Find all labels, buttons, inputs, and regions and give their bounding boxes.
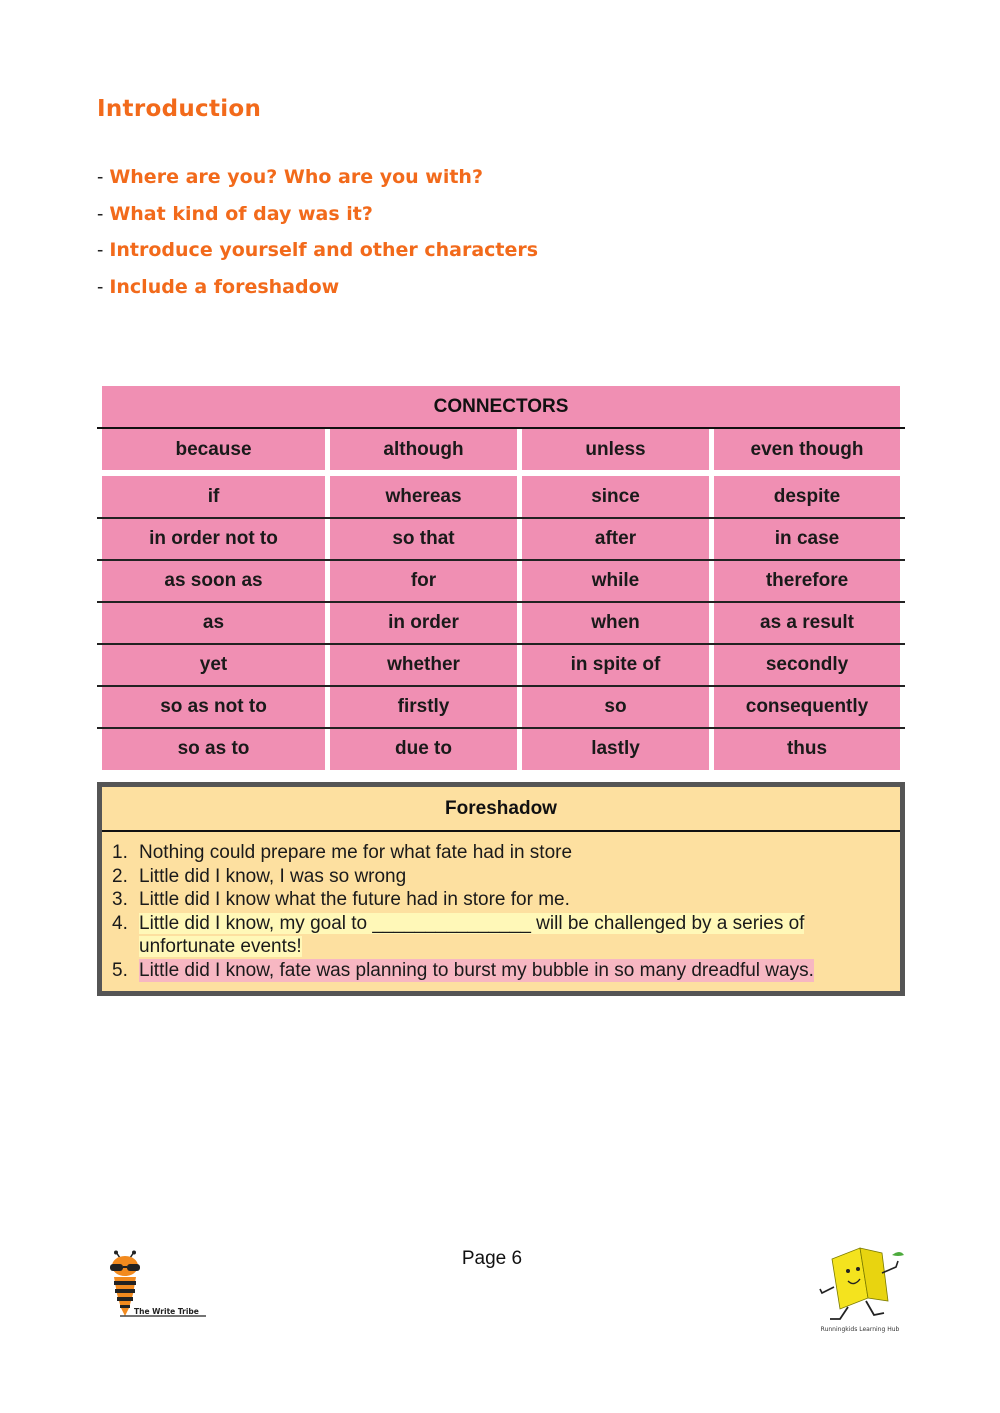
table-cell: in order (330, 602, 517, 644)
bullet-item: - What kind of day was it? (97, 202, 373, 225)
bullet-item: - Include a foreshadow (97, 275, 340, 298)
table-cell: if (102, 476, 325, 518)
table-cell: so that (330, 518, 517, 560)
table-cell: therefore (714, 560, 900, 602)
table-cell: despite (714, 476, 900, 518)
table-row (97, 518, 905, 560)
learning-hub-text: Runningkids Learning Hub (820, 1326, 900, 1333)
table-cell: whereas (330, 476, 517, 518)
foreshadow-list (102, 841, 900, 982)
table-row (97, 602, 905, 644)
table-cell: firstly (330, 686, 517, 728)
table-row (97, 476, 905, 518)
list-item: 2. Little did I know, I was so wrong (112, 865, 407, 887)
table-cell: due to (330, 728, 517, 770)
table-cell: unless (522, 429, 709, 470)
table-cell: in case (714, 518, 900, 560)
introduction-title: Introduction (97, 96, 262, 122)
table-cell: when (522, 602, 709, 644)
table-cell: since (522, 476, 709, 518)
table-cell: so as not to (102, 686, 325, 728)
table-cell: as soon as (102, 560, 325, 602)
connectors-table (97, 386, 905, 770)
table-cell: for (330, 560, 517, 602)
table-cell: secondly (714, 644, 900, 686)
introduction-bullets (97, 162, 538, 308)
list-item: 1. Nothing could prepare me for what fate had in store (112, 842, 573, 863)
table-row (97, 427, 905, 470)
table-cell: whether (330, 644, 517, 686)
table-row (97, 644, 905, 686)
table-cell: so as to (102, 728, 325, 770)
table-cell: as (102, 602, 325, 644)
table-cell: because (102, 429, 325, 470)
table-cell: yet (102, 644, 325, 686)
write-tribe-logo (100, 1250, 210, 1326)
table-row (97, 560, 905, 602)
table-cell: even though (714, 429, 900, 470)
table-cell: so (522, 686, 709, 728)
table-row (97, 728, 905, 770)
table-cell: as a result (714, 602, 900, 644)
list-item: 5. Little did I know, fate was planning to burst my bubble in so many dreadful ways. (112, 959, 814, 981)
table-cell: although (330, 429, 517, 470)
table-cell: consequently (714, 686, 900, 728)
connectors-title: CONNECTORS (102, 386, 900, 427)
table-cell: lastly (522, 728, 709, 770)
bullet-item: - Introduce yourself and other characters (97, 239, 539, 261)
table-row (97, 686, 905, 728)
table-cell: in spite of (522, 644, 709, 686)
learning-hub-logo (810, 1243, 910, 1343)
foreshadow-title: Foreshadow (102, 787, 900, 832)
list-item: 4. Little did I know, my goal to _______________ will be challenged by a series of unfortunate events! (112, 912, 805, 957)
table-cell: in order not to (102, 518, 325, 560)
table-cell: while (522, 560, 709, 602)
page-number: Page 6 (461, 1248, 523, 1269)
bullet-item: - Where are you? Who are you with? (97, 166, 483, 188)
table-cell: after (522, 518, 709, 560)
list-item: 3. Little did I know what the future had in store for me. (112, 889, 570, 910)
write-tribe-text: The Write Tribe (134, 1307, 199, 1316)
foreshadow-box (97, 782, 905, 996)
table-cell: thus (714, 728, 900, 770)
